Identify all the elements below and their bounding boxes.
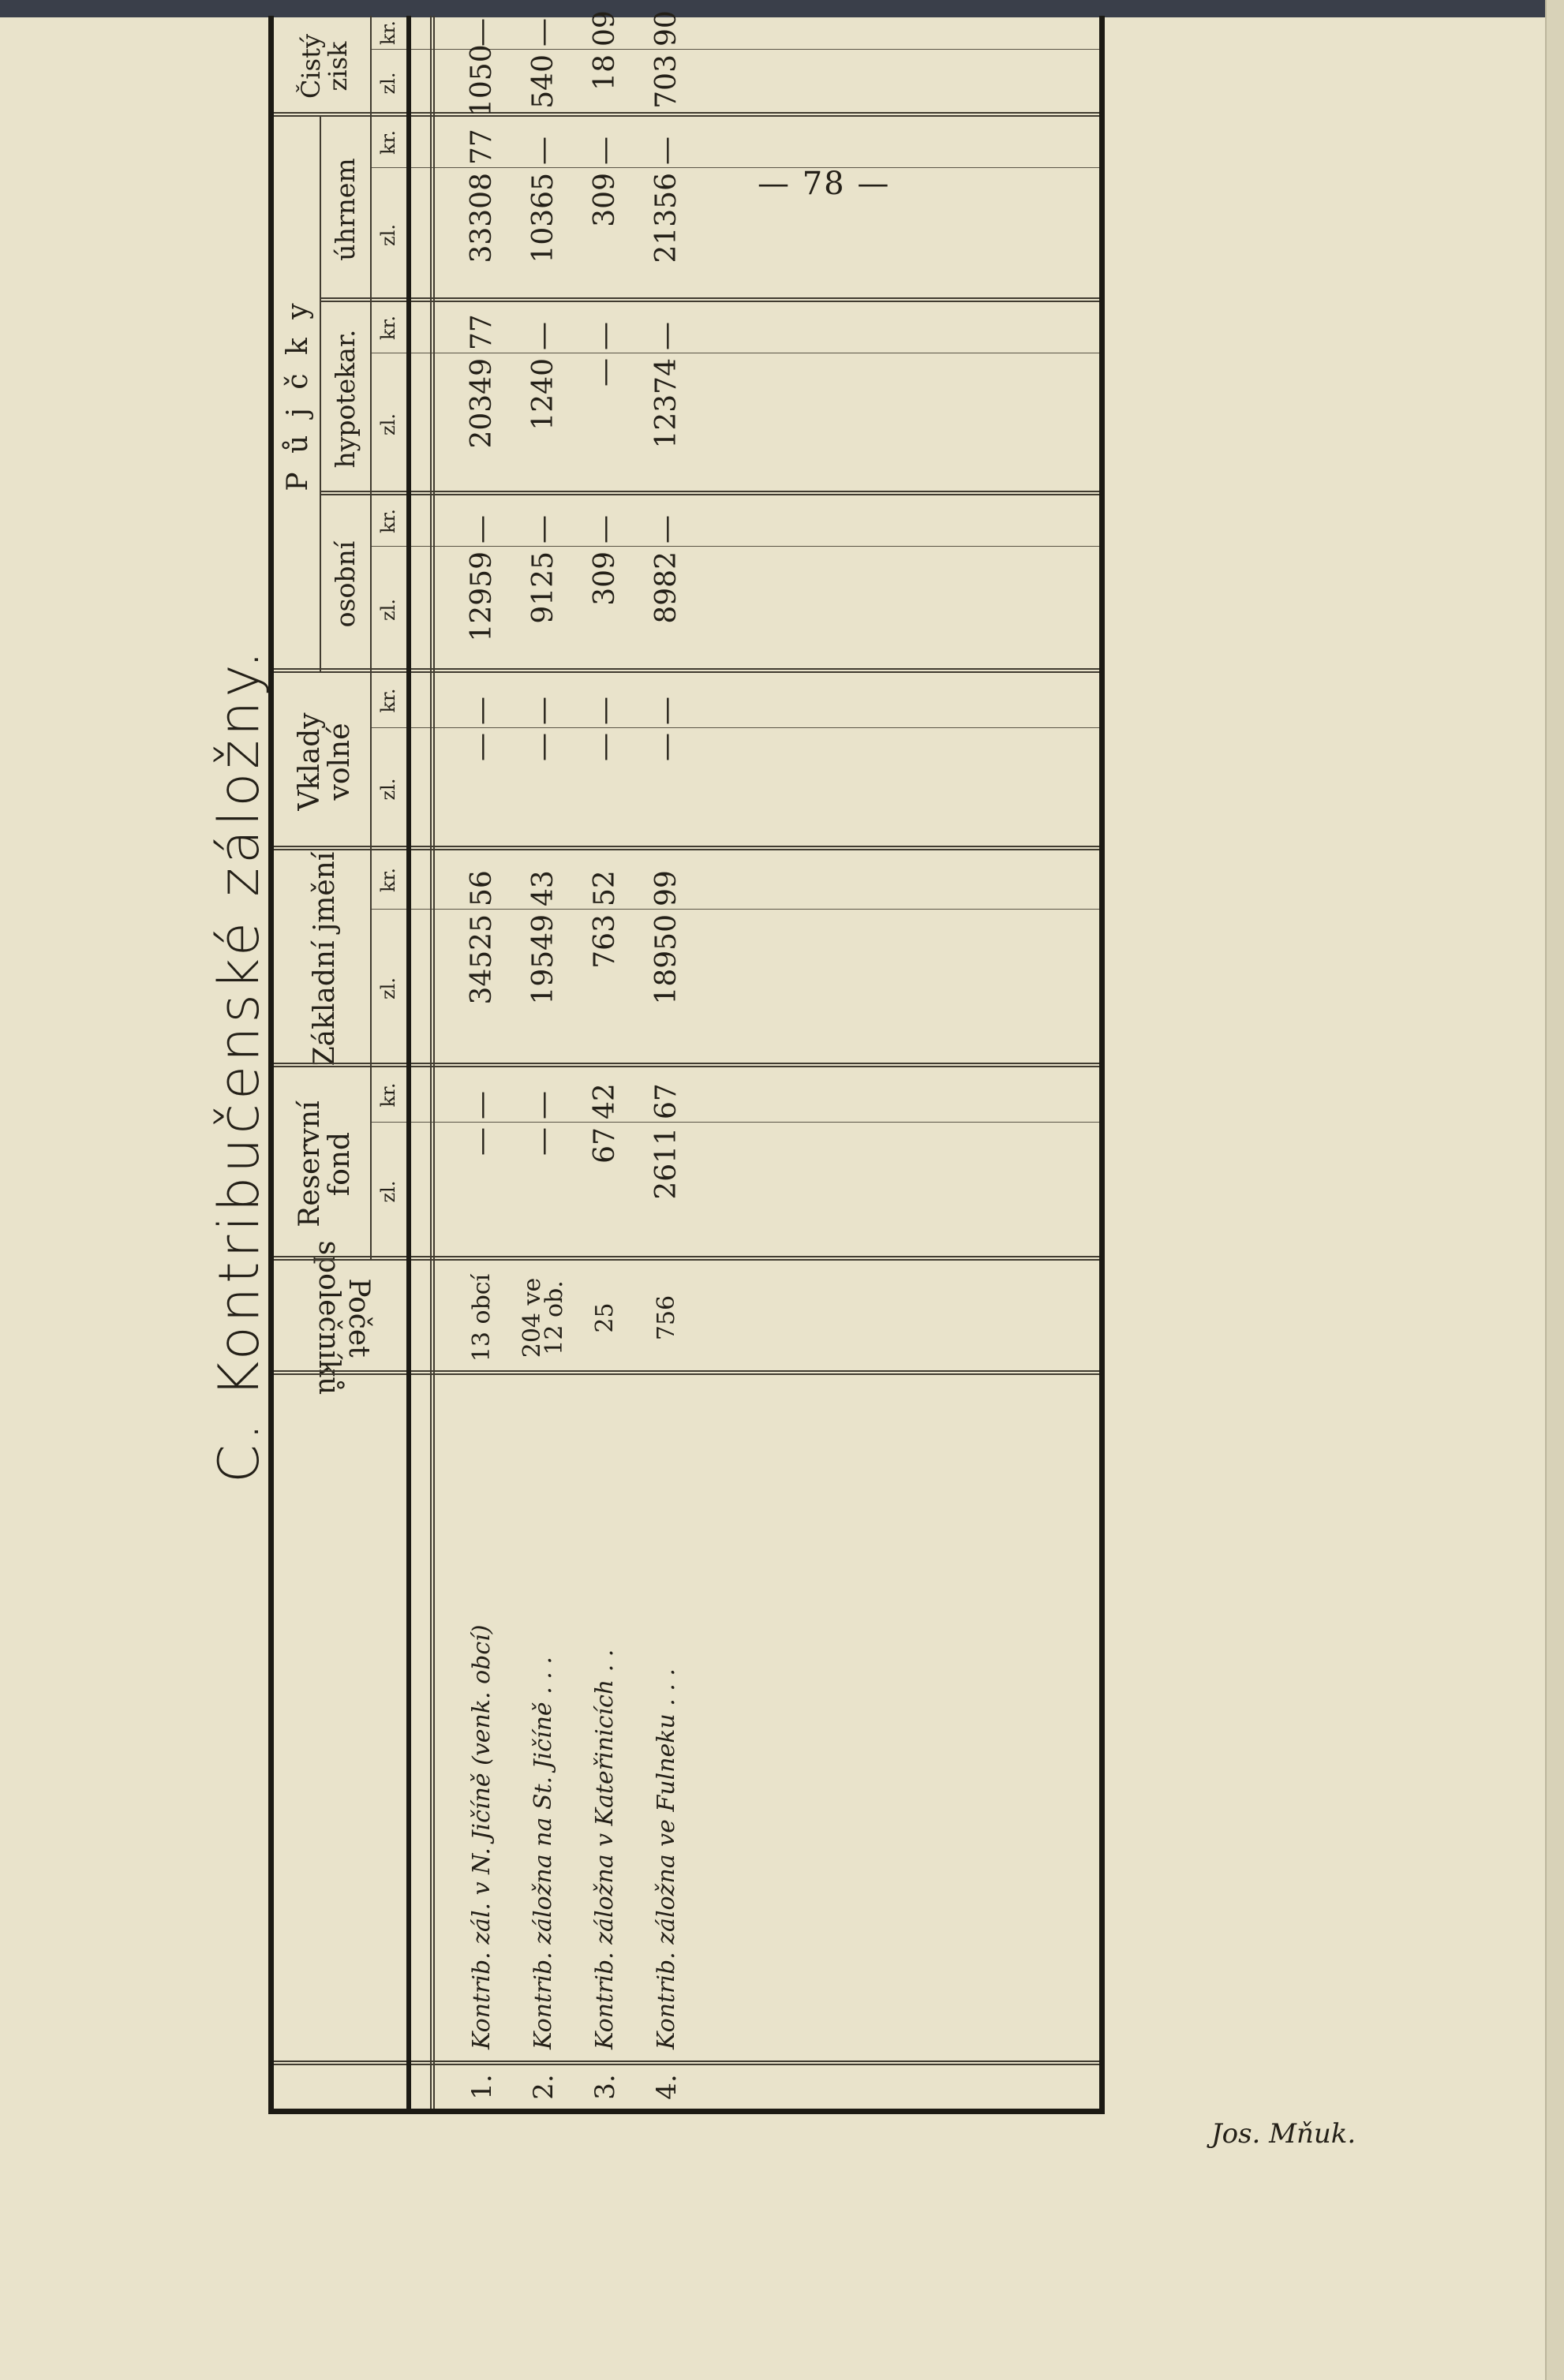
cell-vkl_kr: — bbox=[650, 697, 683, 725]
unit-label-hyp_kr: kr. bbox=[377, 316, 399, 341]
cell-hyp_zl: 1240 bbox=[527, 358, 559, 431]
cell-os_zl: 309 bbox=[589, 551, 621, 606]
header-uhrnem: úhrnem bbox=[329, 158, 361, 261]
cell-zisk_kr: 90 bbox=[650, 10, 683, 47]
cell-zisk_zl: 1050 bbox=[466, 44, 498, 117]
cell-uhr_zl: 309 bbox=[589, 173, 621, 227]
rotated-page-content bbox=[189, 0, 1357, 2146]
header-zakladni: Základní jmění bbox=[309, 851, 342, 1067]
cell-zak_kr: 99 bbox=[650, 870, 683, 906]
cell-os_kr: — bbox=[589, 515, 621, 544]
unit-label-vkl_kr: kr. bbox=[377, 688, 399, 713]
cell-zisk_kr: 09 bbox=[589, 10, 621, 47]
cell-os_zl: 12959 bbox=[466, 551, 498, 642]
row-rule bbox=[370, 16, 372, 1261]
row-rule bbox=[320, 117, 321, 673]
cell-os_zl: 9125 bbox=[527, 551, 559, 624]
cell-uhr_kr: — bbox=[589, 136, 621, 165]
header-hypotekar: hypotekar. bbox=[329, 329, 361, 469]
cell-zisk_kr: — bbox=[527, 18, 559, 47]
cell-hyp_kr: — bbox=[650, 322, 683, 350]
header-reservni: Reservní fond bbox=[294, 1100, 356, 1227]
cell-uhr_zl: 33308 bbox=[466, 173, 498, 263]
cell-res_kr: — bbox=[527, 1091, 559, 1119]
institution-name: Kontrib. záložna na St. Jičíně . . . bbox=[529, 1657, 557, 2049]
cell-res_kr: 42 bbox=[589, 1083, 621, 1119]
cell-hyp_zl: 12374 bbox=[650, 358, 683, 449]
column-rule bbox=[320, 491, 1099, 495]
page-number: — 78 — bbox=[758, 166, 891, 202]
cell-zak_zl: 18950 bbox=[650, 914, 683, 1005]
row-index: 1. bbox=[466, 2074, 498, 2100]
cell-zak_zl: 34525 bbox=[466, 914, 498, 1005]
unit-label-uhr_kr: kr. bbox=[377, 130, 399, 155]
cell-res_kr: — bbox=[466, 1091, 498, 1119]
row-index: 3. bbox=[589, 2074, 621, 2100]
cell-uhr_kr: — bbox=[527, 136, 559, 165]
unit-label-zak_zl: zl. bbox=[377, 977, 399, 999]
unit-label-zisk_kr: kr. bbox=[377, 21, 399, 46]
member-count: 25 bbox=[590, 1302, 619, 1333]
cell-os_zl: 8982 bbox=[650, 551, 683, 624]
cell-uhr_zl: 10365 bbox=[527, 173, 559, 263]
cell-uhr_kr: 77 bbox=[466, 129, 498, 165]
cell-zisk_kr: — bbox=[466, 18, 498, 47]
cell-res_zl: — bbox=[527, 1127, 559, 1156]
unit-label-res_kr: kr. bbox=[377, 1082, 399, 1108]
row-rule bbox=[430, 16, 435, 2109]
cell-res_kr: 67 bbox=[650, 1083, 683, 1119]
cell-zak_zl: 19549 bbox=[527, 914, 559, 1005]
cell-zak_kr: 43 bbox=[527, 870, 559, 906]
savings-banks-table bbox=[268, 10, 1105, 2114]
cell-os_kr: — bbox=[527, 515, 559, 544]
unit-label-os_kr: kr. bbox=[377, 509, 399, 534]
header-vklady: Vklady volné bbox=[294, 712, 356, 811]
cell-vkl_zl: — bbox=[650, 733, 683, 761]
unit-label-vkl_zl: zl. bbox=[377, 778, 399, 801]
cell-res_zl: 67 bbox=[589, 1127, 621, 1164]
cell-uhr_zl: 21356 bbox=[650, 173, 683, 263]
cell-os_kr: — bbox=[466, 515, 498, 544]
header-pocet: Počet společníků bbox=[312, 1240, 375, 1395]
cell-vkl_kr: — bbox=[589, 697, 621, 725]
table-title: C. Kontribučenské záložny. bbox=[207, 647, 271, 1483]
row-index: 4. bbox=[651, 2074, 683, 2100]
member-count: 204 ve 12 ob. bbox=[518, 1277, 568, 1358]
cell-hyp_zl: — bbox=[589, 358, 621, 387]
signature: Jos. Mňuk. bbox=[1211, 2118, 1356, 2150]
cell-hyp_kr: 77 bbox=[466, 314, 498, 350]
column-rule bbox=[320, 297, 1099, 302]
cell-res_zl: 2611 bbox=[650, 1127, 683, 1200]
cell-vkl_zl: — bbox=[466, 733, 498, 761]
unit-label-res_zl: zl. bbox=[377, 1180, 399, 1203]
unit-label-zisk_zl: zl. bbox=[377, 72, 399, 95]
cell-zak_kr: 52 bbox=[589, 870, 621, 906]
cell-zak_zl: 763 bbox=[589, 914, 621, 969]
institution-name: Kontrib. záložna v Kateřinicích . . bbox=[591, 1649, 619, 2049]
cell-zisk_zl: 540 bbox=[527, 54, 559, 109]
institution-name: Kontrib. zál. v N. Jičíně (venk. obcí) bbox=[468, 1624, 496, 2049]
unit-label-uhr_zl: zl. bbox=[377, 224, 399, 246]
member-count: 13 obcí bbox=[467, 1273, 496, 1362]
cell-hyp_kr: — bbox=[589, 322, 621, 350]
cell-zisk_zl: 703 bbox=[650, 54, 683, 109]
cell-vkl_zl: — bbox=[527, 733, 559, 761]
cell-vkl_kr: — bbox=[527, 697, 559, 725]
cell-zak_kr: 56 bbox=[466, 870, 498, 906]
row-rule bbox=[406, 16, 411, 2109]
cell-vkl_kr: — bbox=[466, 697, 498, 725]
cell-hyp_kr: — bbox=[527, 322, 559, 350]
header-osobni: osobní bbox=[329, 540, 361, 628]
cell-hyp_zl: 20349 bbox=[466, 358, 498, 449]
cell-vkl_zl: — bbox=[589, 733, 621, 761]
header-cisty-zisk: Čistý zisk bbox=[296, 33, 353, 99]
scan-edge-right bbox=[1545, 0, 1564, 2380]
unit-label-hyp_zl: zl. bbox=[377, 413, 399, 435]
cell-os_kr: — bbox=[650, 515, 683, 544]
cell-zisk_zl: 18 bbox=[589, 54, 621, 91]
unit-label-os_zl: zl. bbox=[377, 599, 399, 621]
member-count: 756 bbox=[652, 1295, 680, 1341]
cell-uhr_kr: — bbox=[650, 136, 683, 165]
institution-name: Kontrib. záložna ve Fulneku . . . bbox=[653, 1668, 680, 2049]
cell-res_zl: — bbox=[466, 1127, 498, 1156]
unit-label-zak_kr: kr. bbox=[377, 868, 399, 893]
header-pujcky: P ů j č k y bbox=[282, 298, 314, 491]
row-index: 2. bbox=[528, 2074, 559, 2100]
